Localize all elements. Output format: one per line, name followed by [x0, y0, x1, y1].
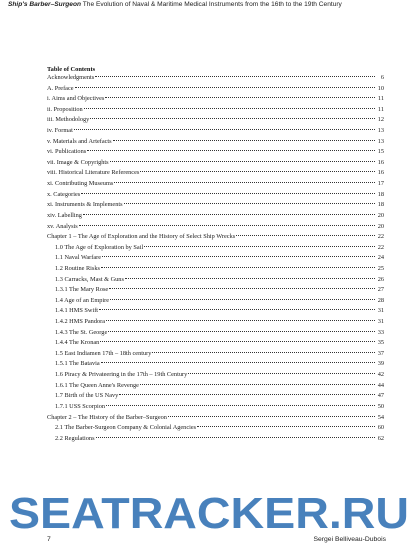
toc-entry-page: 28: [377, 296, 384, 304]
toc-entry-page: 47: [377, 392, 384, 400]
toc-leader-dots: [101, 362, 375, 363]
toc-entry-title: 1.4.1 HMS Swift: [55, 307, 99, 315]
toc-entry-page: 39: [377, 360, 384, 368]
toc-leader-dots: [110, 161, 375, 162]
running-header-prefix: Ship's Barber–Surgeon: [8, 1, 82, 8]
toc-entry-title: x. Categories: [47, 190, 81, 198]
toc-entry: [47, 285, 384, 296]
toc-entry-title: iii. Methodology: [47, 116, 90, 124]
toc-leader-dots: [84, 108, 375, 109]
toc-entry-title: iv. Format: [47, 127, 73, 135]
toc-leader-dots: [99, 309, 375, 310]
toc-entry: [47, 370, 384, 381]
toc-entry-title: xiv. Labelling: [47, 211, 82, 219]
toc-entry: [47, 94, 384, 105]
toc-entry: [47, 381, 384, 392]
table-of-contents: [47, 73, 384, 444]
toc-entry-title: 1.7 Birth of the US Navy: [55, 392, 119, 400]
toc-entry: [47, 137, 384, 148]
toc-entry: [47, 222, 384, 233]
toc-leader-dots: [102, 256, 375, 257]
toc-leader-dots: [79, 225, 375, 226]
toc-entry: [47, 168, 384, 179]
toc-entry: [47, 126, 384, 137]
toc-entry: [47, 179, 384, 190]
toc-leader-dots: [106, 320, 375, 321]
toc-entry-title: vii. Image & Copyrights: [47, 158, 109, 166]
toc-entry: [47, 349, 384, 360]
toc-leader-dots: [125, 278, 375, 279]
toc-entry: [47, 105, 384, 116]
toc-entry-page: 35: [377, 339, 384, 347]
toc-entry: [47, 391, 384, 402]
toc-entry-title: Chapter 1 – The Age of Exploration and the History of Select Ship Wrecks: [47, 233, 236, 241]
toc-entry-title: vi. Publications: [47, 148, 87, 156]
toc-leader-dots: [90, 118, 375, 119]
toc-entry: [47, 158, 384, 169]
toc-entry-page: 18: [377, 201, 384, 209]
running-header-title: The Evolution of Naval & Maritime Medical Instruments from the 16th to the 19th Century: [82, 1, 342, 8]
toc-entry-page: 15: [377, 148, 384, 156]
toc-entry: [47, 402, 384, 413]
toc-entry: [47, 190, 384, 201]
toc-entry-title: 1.0 The Age of Exploration by Sail: [55, 243, 144, 251]
toc-leader-dots: [168, 416, 375, 417]
toc-entry-page: 60: [377, 424, 384, 432]
toc-leader-dots: [105, 97, 375, 98]
footer-author: Sergei Belliveau-Dubois: [313, 536, 386, 543]
toc-entry: [47, 243, 384, 254]
toc-entry-page: 20: [377, 211, 384, 219]
toc-entry: [47, 211, 384, 222]
toc-leader-dots: [110, 299, 375, 300]
toc-entry: [47, 115, 384, 126]
toc-leader-dots: [106, 405, 375, 406]
toc-leader-dots: [83, 214, 375, 215]
toc-entry: [47, 328, 384, 339]
toc-entry-page: 22: [377, 243, 384, 251]
toc-entry-title: xv. Analysis: [47, 222, 78, 230]
toc-entry: [47, 306, 384, 317]
toc-leader-dots: [124, 203, 375, 204]
toc-entry-title: i. Aims and Objectives: [47, 95, 105, 103]
toc-entry-page: 10: [377, 84, 384, 92]
toc-leader-dots: [152, 352, 375, 353]
toc-entry-page: 11: [377, 95, 384, 103]
toc-entry-page: 6: [380, 74, 384, 81]
toc-leader-dots: [87, 150, 375, 151]
toc-entry-title: ii. Proposition: [47, 105, 83, 113]
toc-leader-dots: [108, 331, 375, 332]
toc-heading: Table of Contents: [47, 66, 96, 73]
toc-leader-dots: [236, 235, 375, 236]
toc-entry-title: 1.6 Piracy & Privateering in the 17th – 19th Century: [55, 371, 188, 379]
toc-leader-dots: [100, 341, 375, 342]
watermark-logo: [0, 484, 418, 540]
toc-leader-dots: [109, 288, 375, 289]
toc-entry-page: 22: [377, 233, 384, 241]
toc-entry-page: 25: [377, 264, 384, 272]
toc-entry-page: 27: [377, 286, 384, 294]
toc-leader-dots: [113, 140, 375, 141]
toc-entry-title: 2.1 The Barber-Surgeon Company & Colonial Agencies: [55, 424, 197, 432]
toc-entry-page: 62: [377, 434, 384, 442]
toc-entry-page: 31: [377, 318, 384, 326]
page-number: 7: [47, 536, 51, 543]
toc-entry: [47, 296, 384, 307]
toc-leader-dots: [140, 384, 375, 385]
toc-entry: [47, 253, 384, 264]
toc-entry: [47, 317, 384, 328]
toc-entry-page: 26: [377, 275, 384, 283]
toc-entry: [47, 200, 384, 211]
toc-leader-dots: [114, 182, 375, 183]
toc-entry: [47, 434, 384, 445]
toc-entry-title: Acknowledgments: [47, 74, 95, 81]
toc-entry-page: 11: [377, 105, 384, 113]
toc-entry: [47, 84, 384, 95]
toc-entry-title: v. Materials and Artefacts: [47, 137, 112, 145]
toc-entry-title: viii. Historical Literature References: [47, 169, 140, 177]
toc-entry-title: 1.4.4 The Kronan: [55, 339, 100, 347]
toc-leader-dots: [96, 437, 375, 438]
toc-leader-dots: [81, 193, 375, 194]
toc-leader-dots: [197, 426, 375, 427]
toc-entry-title: Chapter 2 – The History of the Barber–Surgeon: [47, 413, 167, 421]
toc-entry: [47, 232, 384, 243]
toc-entry-title: 1.6.1 The Queen Anne's Revenge: [55, 381, 139, 389]
toc-entry-page: 37: [377, 349, 384, 357]
toc-entry-page: 24: [377, 254, 384, 262]
toc-leader-dots: [188, 373, 375, 374]
toc-entry-title: 1.3 Carracks, Mast & Guns: [55, 275, 124, 283]
toc-entry-title: 1.4 Age of an Empire: [55, 296, 110, 304]
toc-entry-title: 1.5.1 The Batavia: [55, 360, 100, 368]
toc-entry: [47, 423, 384, 434]
toc-entry-page: 13: [377, 127, 384, 135]
toc-leader-dots: [75, 87, 375, 88]
toc-leader-dots: [95, 76, 375, 77]
toc-entry-page: 17: [377, 180, 384, 188]
toc-entry: [47, 73, 384, 84]
toc-leader-dots: [144, 246, 375, 247]
toc-entry-page: 33: [377, 328, 384, 336]
toc-entry: [47, 147, 384, 158]
toc-entry: [47, 264, 384, 275]
toc-entry-page: 12: [377, 116, 384, 124]
toc-entry-title: 1.5 East Indiamen 17th – 18th century: [55, 349, 152, 357]
toc-entry-title: 1.7.1 USS Scorpion: [55, 402, 106, 410]
toc-entry: [47, 359, 384, 370]
toc-leader-dots: [101, 267, 375, 268]
toc-entry-page: 16: [377, 158, 384, 166]
toc-entry-title: xi. Contributing Museums: [47, 180, 114, 188]
toc-entry-page: 20: [377, 222, 384, 230]
toc-entry-page: 13: [377, 137, 384, 145]
toc-leader-dots: [140, 171, 375, 172]
toc-entry-title: 1.1 Naval Warfare: [55, 254, 102, 262]
toc-entry: [47, 338, 384, 349]
toc-leader-dots: [119, 394, 375, 395]
toc-entry-page: 16: [377, 169, 384, 177]
toc-entry-title: 1.4.2 HMS Pandora: [55, 318, 106, 326]
toc-entry-title: 1.2 Routine Risks: [55, 264, 100, 272]
toc-entry-title: xi. Instruments & Implements: [47, 201, 123, 209]
toc-entry-page: 18: [377, 190, 384, 198]
toc-entry-title: 1.3.1 The Mary Rose: [55, 286, 109, 294]
toc-leader-dots: [74, 129, 375, 130]
toc-entry-page: 44: [377, 381, 384, 389]
toc-entry-page: 50: [377, 402, 384, 410]
toc-entry-title: 2.2 Regulations: [55, 434, 95, 442]
toc-entry-page: 54: [377, 413, 384, 421]
toc-entry-page: 31: [377, 307, 384, 315]
toc-entry-page: 42: [377, 371, 384, 379]
running-header: [8, 1, 408, 9]
toc-entry: [47, 275, 384, 286]
watermark-text: SEATRACKER.RU: [9, 489, 409, 538]
toc-entry: [47, 413, 384, 424]
toc-entry-title: 1.4.3 The St. George: [55, 328, 108, 336]
toc-entry-title: A. Preface: [47, 84, 74, 92]
